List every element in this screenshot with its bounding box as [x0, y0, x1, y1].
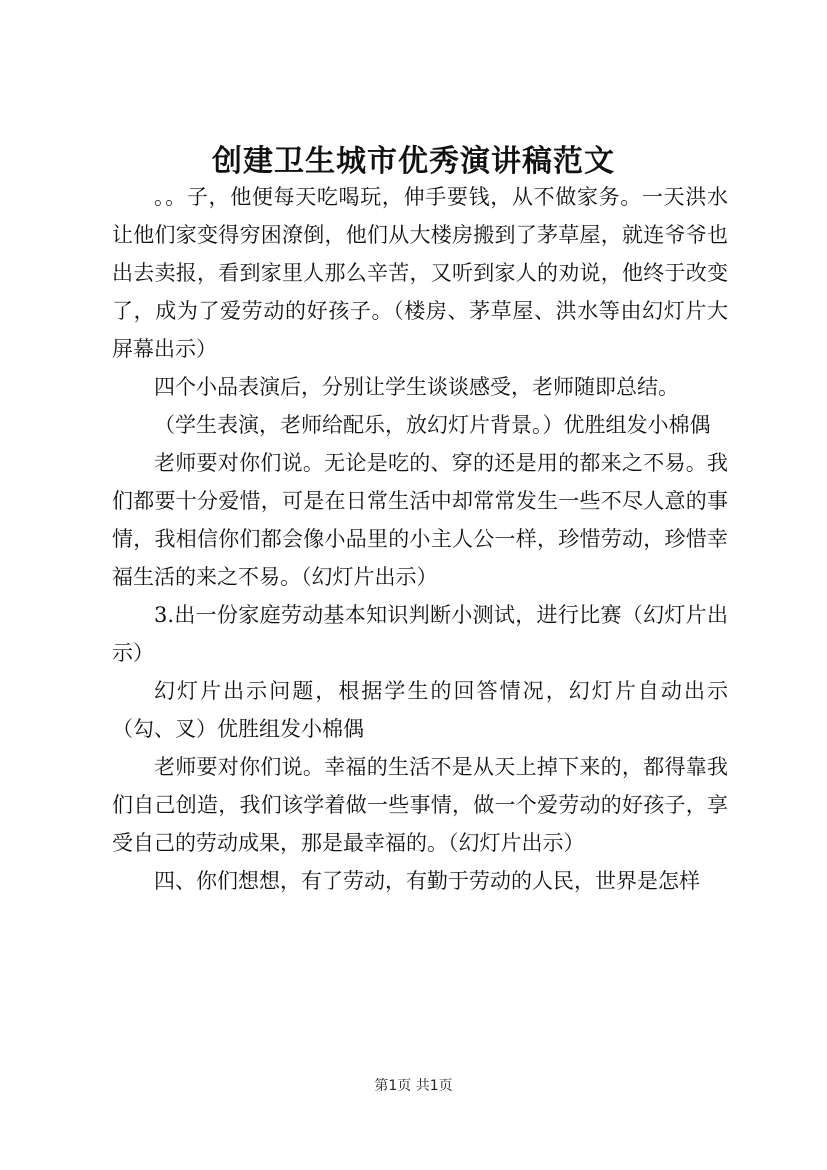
paragraph: 。。子，他便每天吃喝玩，伸手要钱，从不做家务。一天洪水让他们家变得穷困潦倒，他们从大楼房搬到了茅草屋，就连爷爷也出去卖报，看到家里人那么辛苦，又听到家人的劝说，他终于改变了，成为了爱劳动的好孩子。（楼房、茅草屋、洪水等由幻灯片大屏幕出示）	[112, 185, 728, 361]
paragraph: 老师要对你们说。幸福的生活不是从天上掉下来的，都得靠我们自己创造，我们该学着做一些事情，做一个爱劳动的好孩子，享受自己的劳动成果，那是最幸福的。（幻灯片出示）	[112, 755, 728, 855]
paragraph: 老师要对你们说。无论是吃的、穿的还是用的都来之不易。我们都要十分爱惜，可是在日常生活中却常常发生一些不尽人意的事情，我相信你们都会像小品里的小主人公一样，珍惜劳动，珍惜幸福生活的来之不易。（幻灯片出示）	[112, 451, 728, 589]
paragraph: 四、你们想想，有了劳动，有勤于劳动的人民，世界是怎样	[154, 869, 700, 893]
document-title: 创建卫生城市优秀演讲稿范文	[212, 144, 615, 179]
paragraph: （学生表演，老师给配乐，放幻灯片背景。）优胜组发小棉偶	[154, 413, 711, 437]
paragraph: 四个小品表演后，分别让学生谈谈感受，老师随即总结。	[154, 375, 679, 399]
paragraph: 3.出一份家庭劳动基本知识判断小测试，进行比赛（幻灯片出示）	[112, 603, 728, 665]
paragraph: 幻灯片出示问题，根据学生的回答情况，幻灯片自动出示（勾、叉）优胜组发小棉偶	[112, 679, 728, 741]
page-number-footer: 第1页 共1页	[374, 1078, 453, 1094]
document-body	[112, 178, 728, 900]
